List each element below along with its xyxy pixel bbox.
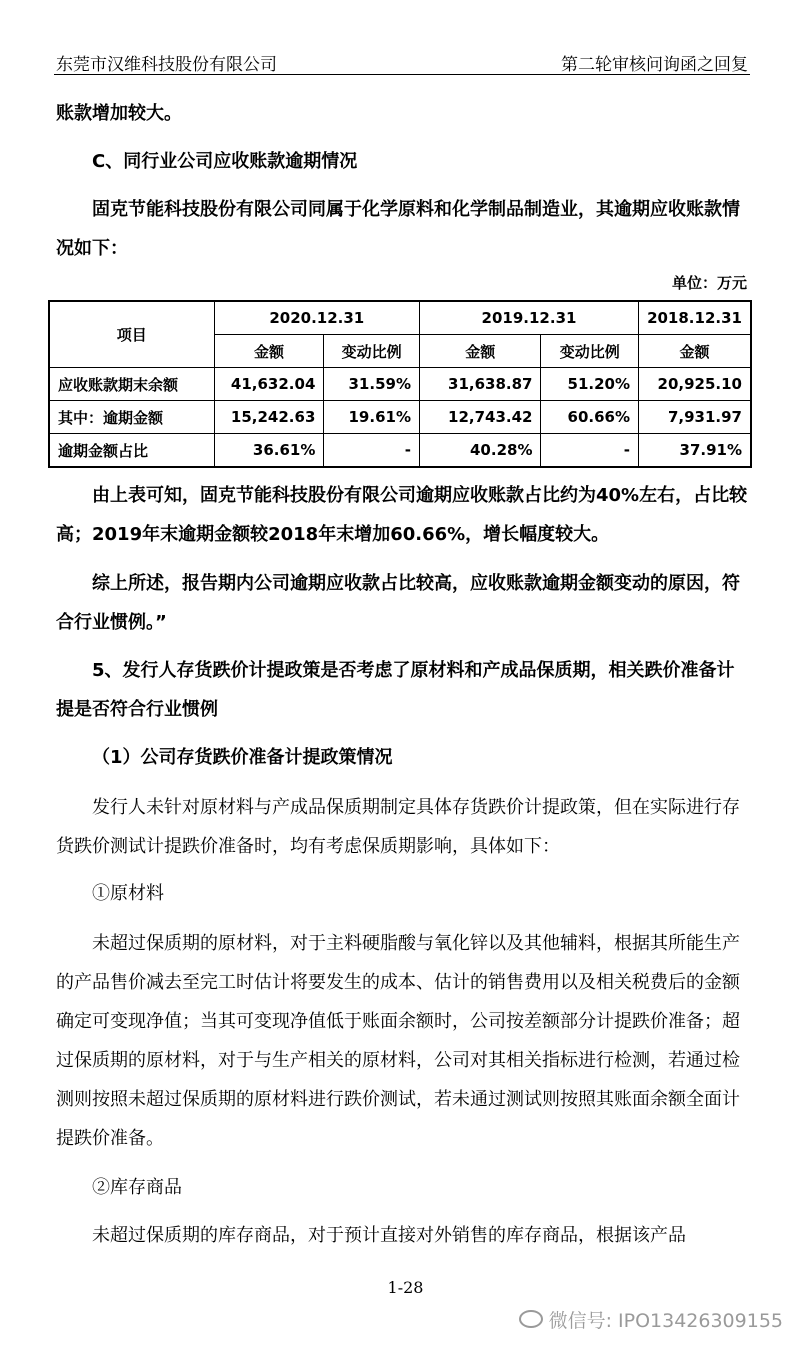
paragraph-conclusion-1: 由上表可知，固克节能科技股份有限公司逾期应收账款占比约为40%左右，占比较高；2019年末逾期金额较2018年末增加60.66%，增长幅度较大。 — [56, 485, 748, 545]
header-doc-title: 第二轮审核问询函之回复 — [561, 55, 748, 75]
cell-value: 12,743.42 — [419, 401, 541, 434]
paragraph-1: 账款增加较大。 — [56, 103, 182, 124]
table-header-period: 2020.12.31 — [214, 301, 419, 335]
table-subheader-ratio: 变动比例 — [324, 335, 420, 368]
cell-value: - — [541, 434, 639, 468]
cell-value: 37.91% — [639, 434, 751, 468]
paragraph-raw-materials: 未超过保质期的原材料，对于主料硬脂酸与氧化锌以及其他辅料，根据其所能生产的产品售价减去至完工时估计将要发生的成本、估计的销售费用以及相关税费后的金额确定可变现净值；当其可变现净值低于账面余额时，公司按差额部分计提跌价准备；超过保质期的原材料，对于与生产相关的原材料，公司对其相关指标进行检测，若通过检测则按照未超过保质期的原材料进行跌价测试，若未通过测试则按照其账面余额全面计提跌价准备。 — [56, 933, 740, 1149]
cell-value: 19.61% — [324, 401, 420, 434]
row-label: 其中：逾期金额 — [49, 401, 214, 434]
row-label: 逾期金额占比 — [49, 434, 214, 468]
table-subheader-amount: 金额 — [419, 335, 541, 368]
cell-value: 60.66% — [541, 401, 639, 434]
paragraph-policy: 发行人未针对原材料与产成品保质期制定具体存货跌价计提政策，但在实际进行存货跌价测试计提跌价准备时，均有考虑保质期影响，具体如下： — [56, 797, 740, 857]
cell-value: 40.28% — [419, 434, 541, 468]
table-subheader-amount: 金额 — [639, 335, 751, 368]
table-row — [49, 434, 751, 468]
table-header-period: 2018.12.31 — [639, 301, 751, 335]
row-label: 应收账款期末余额 — [49, 368, 214, 401]
table-row — [49, 401, 751, 434]
table-header-item: 项目 — [49, 301, 214, 368]
section-heading-1: （1）公司存货跌价准备计提政策情况 — [92, 747, 393, 768]
page-number: 1-28 — [387, 1278, 424, 1297]
cell-value: - — [324, 434, 420, 468]
question-heading-5: 5、发行人存货跌价计提政策是否考虑了原材料和产成品保质期，相关跌价准备计提是否符合行业惯例 — [56, 660, 735, 720]
cell-value: 41,632.04 — [214, 368, 324, 401]
cell-value: 31.59% — [324, 368, 420, 401]
header-company: 东莞市汉维科技股份有限公司 — [56, 55, 277, 75]
section-heading-c: C、同行业公司应收账款逾期情况 — [92, 151, 358, 172]
cell-value: 20,925.10 — [639, 368, 751, 401]
table-subheader-amount: 金额 — [214, 335, 324, 368]
table-header-period: 2019.12.31 — [419, 301, 638, 335]
cell-value: 15,242.63 — [214, 401, 324, 434]
subheading-raw-materials: ①原材料 — [92, 883, 164, 904]
paragraph-conclusion-2: 综上所述，报告期内公司逾期应收款占比较高，应收账款逾期金额变动的原因，符合行业惯例。” — [56, 573, 740, 633]
cell-value: 51.20% — [541, 368, 639, 401]
table-row — [49, 368, 751, 401]
paragraph-inventory-goods: 未超过保质期的库存商品，对于预计直接对外销售的库存商品，根据该产品 — [92, 1225, 686, 1246]
watermark-text: 微信号: IPO13426309155 — [548, 1310, 783, 1332]
overdue-receivables-table — [48, 300, 752, 468]
paragraph-intro: 固克节能科技股份有限公司同属于化学原料和化学制品制造业，其逾期应收账款情况如下： — [56, 199, 740, 259]
cell-value: 7,931.97 — [639, 401, 751, 434]
subheading-inventory-goods: ②库存商品 — [92, 1177, 182, 1198]
watermark — [519, 1306, 783, 1333]
cell-value: 31,638.87 — [419, 368, 541, 401]
page-header — [54, 48, 750, 75]
table-unit: 单位：万元 — [671, 274, 747, 292]
wechat-icon — [519, 1310, 543, 1328]
table-subheader-ratio: 变动比例 — [541, 335, 639, 368]
cell-value: 36.61% — [214, 434, 324, 468]
